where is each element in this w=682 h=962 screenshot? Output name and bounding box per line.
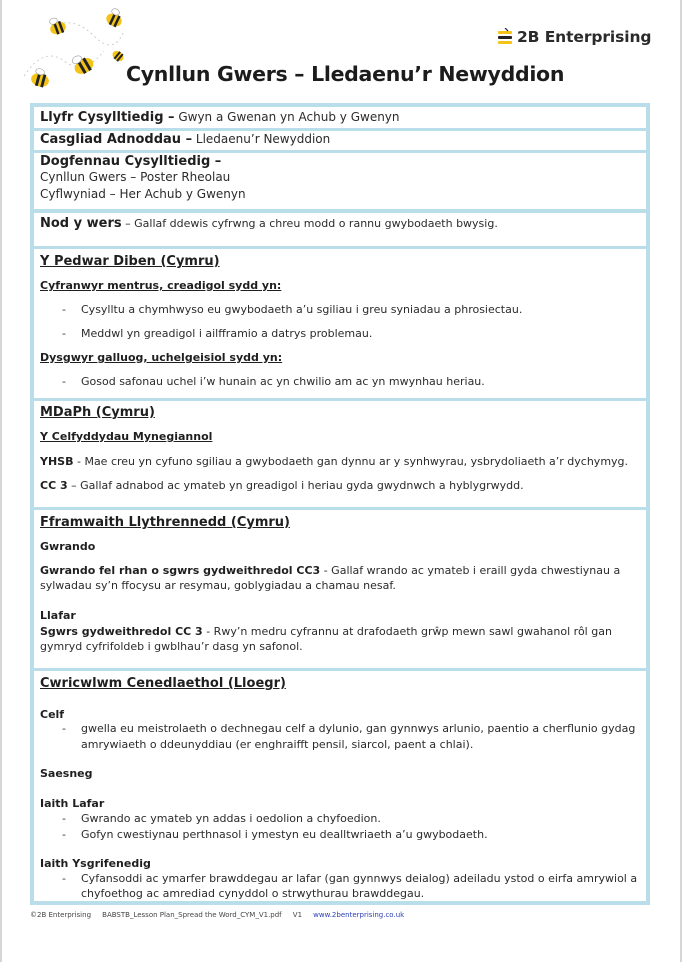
written-item-line-1: Cyfansoddi ac ymarfer brawddegau ar lafar (gan gynnwys deialog) adeiladu ystod o eirfa amrywiol a [81, 872, 638, 885]
english-heading: Saesneg [40, 767, 93, 780]
logo-text: 2B Enterprising [517, 28, 652, 46]
bullet-dash: - [62, 828, 66, 841]
mdaph-item-label: YHSB [40, 455, 74, 468]
bee-icon [69, 50, 96, 77]
bee-icon [30, 67, 52, 89]
spoken-item: Gofyn cwestiynau perthnasol i ymestyn eu dealltwriaeth a’u gwybodaeth. [81, 828, 488, 841]
footer-version: V1 [292, 911, 303, 919]
national-heading: Cwricwlwm Cenedlaethol (Lloegr) [40, 676, 286, 691]
page-title: Cynllun Gwers – Lledaenu’r Newyddion [126, 62, 565, 86]
resource-value: Lledaenu’r Newyddion [192, 132, 331, 146]
resource-line [40, 132, 330, 147]
bullet-dash: - [62, 872, 66, 885]
art-item-line-2: amrywiaeth o ddeunyddiau (er enghraifft pensil, siarcol, paent a chlai). [81, 738, 474, 751]
mdaph-item-label: CC 3 [40, 479, 68, 492]
bullet-dash: - [62, 327, 66, 340]
purposes-item: Gosod safonau uchel i’w hunain ac yn chwilio am ac yn mwynhau heriau. [81, 375, 485, 388]
aim-line [40, 216, 498, 231]
mdaph-item [40, 479, 524, 492]
footer-website-link[interactable]: www.2benterprising.co.uk [313, 911, 405, 919]
bee-logo-icon [497, 28, 513, 46]
purposes-item: Meddwl yn greadigol i ailfframio a datrys problemau. [81, 327, 373, 340]
docs-item: Cyflwyniad – Her Achub y Gwenyn [40, 187, 246, 201]
mdaph-heading: MDaPh (Cymru) [40, 405, 155, 420]
book-line [40, 110, 400, 125]
art-heading: Celf [40, 708, 65, 721]
listening-label: Gwrando fel rhan o sgwrs gydweithredol CC3 [40, 564, 321, 577]
book-label: Llyfr Cysylltiedig – [40, 110, 175, 125]
purposes-group2-heading: Dysgwyr galluog, uchelgeisiol sydd yn: [40, 351, 283, 364]
written-item-line-2: chyfoethog ac amrediad cynyddol o strwythurau brawddegau. [81, 887, 425, 900]
bee-icon [111, 49, 126, 64]
bullet-dash: - [62, 303, 66, 316]
bullet-dash: - [62, 375, 66, 388]
mdaph-item [40, 455, 628, 468]
art-item-line-1: gwella eu meistrolaeth o dechnegau celf a dylunio, gan gynnwys arlunio, paentio a cherflunio gydag [81, 722, 636, 735]
speaking-line-2: gymryd cyfrifoldeb i gwblhau’r dasg yn safonol. [40, 640, 303, 653]
speaking-line-1 [40, 625, 612, 638]
book-value: Gwyn a Gwenan yn Achub y Gwenyn [174, 110, 400, 124]
listening-heading: Gwrando [40, 540, 96, 553]
speaking-label: Sgwrs gydweithredol CC 3 [40, 625, 203, 638]
mdaph-item-text: - Mae creu yn cyfuno sgiliau a gwybodaeth gan dynnu ar y synhwyrau, ysbrydoliaeth a’r dychymyg. [73, 455, 629, 468]
docs-label: Dogfennau Cysylltiedig – [40, 154, 222, 169]
bee-icon [104, 7, 126, 29]
listening-text: - Gallaf wrando ac ymateb i eraill gyda chwestiynau a [320, 564, 621, 577]
listening-line-1 [40, 564, 620, 577]
bullet-dash: - [62, 812, 66, 825]
spoken-item: Gwrando ac ymateb yn addas i oedolion a chyfoedion. [81, 812, 381, 825]
docs-item: Cynllun Gwers – Poster Rheolau [40, 170, 231, 184]
footer-filename: BABSTB_Lesson Plan_Spread the Word_CYM_V1.pdf [102, 911, 282, 919]
literacy-heading: Fframwaith Llythrennedd (Cymru) [40, 515, 290, 530]
written-heading: Iaith Ysgrifenedig [40, 857, 151, 870]
purposes-item: Cysylltu a chymhwyso eu gwybodaeth a’u sgiliau i greu syniadau a phrosiectau. [81, 303, 523, 316]
purposes-heading: Y Pedwar Diben (Cymru) [40, 254, 220, 269]
footer-copyright: ©2B Enterprising [30, 911, 92, 919]
resource-label: Casgliad Adnoddau – [40, 132, 193, 147]
purposes-group1-heading: Cyfranwyr mentrus, creadigol sydd yn: [40, 279, 282, 292]
bullet-dash: - [62, 722, 66, 735]
aim-value: – Gallaf ddewis cyfrwng a chreu modd o rannu gwybodaeth bwysig. [121, 217, 498, 230]
speaking-text: - Rwy’n medru cyfrannu at drafodaeth grŵp mewn sawl gwahanol rôl gan [202, 625, 612, 638]
mdaph-subheading: Y Celfyddydau Mynegiannol [40, 430, 213, 443]
brand-logo [497, 28, 651, 46]
bee-decoration-group [14, 6, 144, 102]
spoken-heading: Iaith Lafar [40, 797, 105, 810]
speaking-heading: Llafar [40, 609, 76, 622]
bee-icon [47, 15, 68, 36]
listening-line-2: sylwadau sy’n ffocysu ar resymau, goblygiadau a chamau nesaf. [40, 579, 396, 592]
mdaph-item-text: – Gallaf adnabod ac ymateb yn greadigol i heriau gyda gwydnwch a hyblygrwydd. [67, 479, 524, 492]
aim-label: Nod y wers [40, 216, 122, 231]
page-left-edge [0, 0, 2, 962]
footer [30, 911, 404, 919]
